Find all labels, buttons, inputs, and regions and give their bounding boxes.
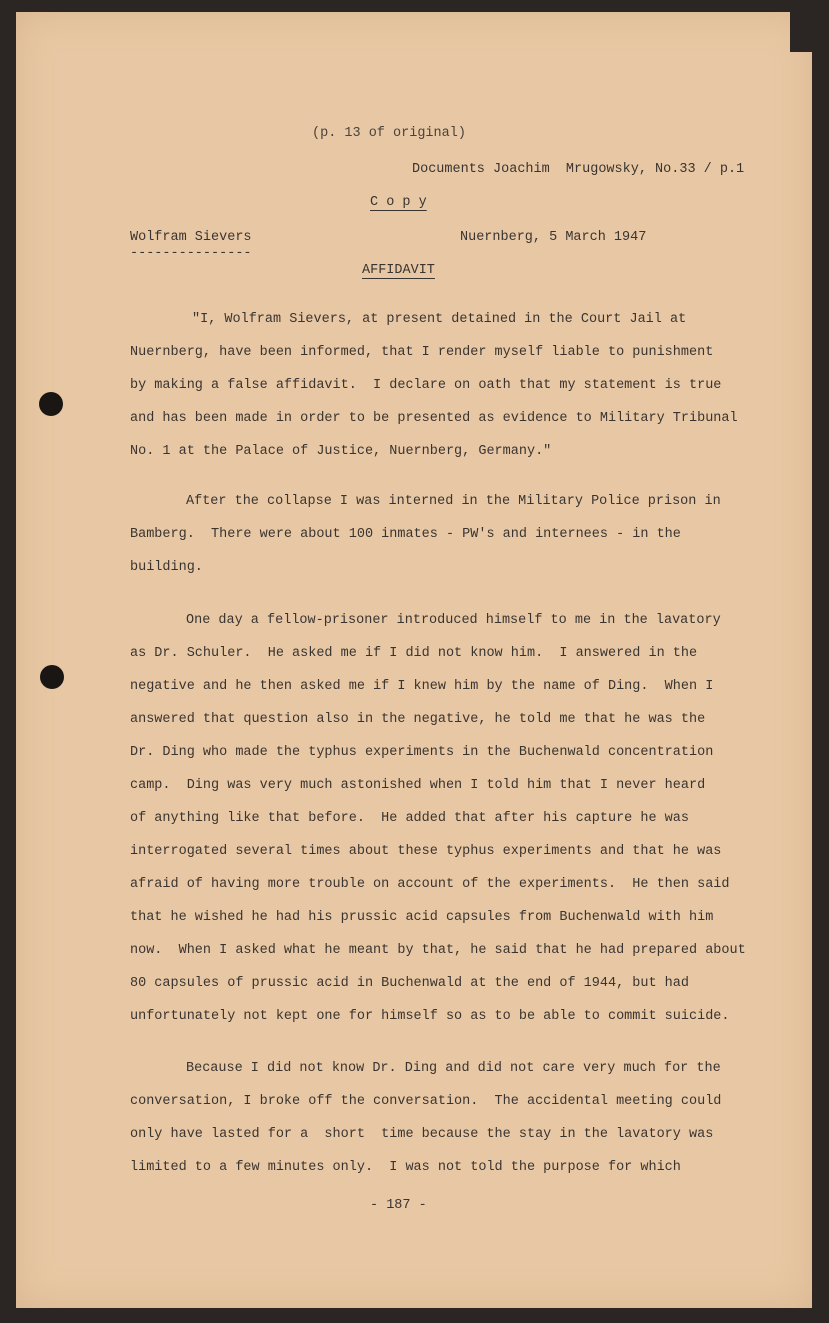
name-underline: --------------- xyxy=(130,246,252,261)
paragraph-line: conversation, I broke off the conversation. The accidental meeting could xyxy=(130,1094,722,1109)
paragraph-oath xyxy=(130,303,770,468)
paragraph-line: now. When I asked what he meant by that, he said that he had prepared about xyxy=(130,943,746,958)
paragraph-line: negative and he then asked me if I knew him by the name of Ding. When I xyxy=(130,679,714,694)
paragraph-line: as Dr. Schuler. He asked me if I did not know him. I answered in the xyxy=(130,646,698,661)
handwritten-page-note: (p. 13 of original) xyxy=(312,126,466,141)
affiant-name: Wolfram Sievers xyxy=(130,230,252,245)
paragraph-line: camp. Ding was very much astonished when I told him that I never heard xyxy=(130,778,706,793)
paragraph-line: Bamberg. There were about 100 inmates - PW's and internees - in the xyxy=(130,527,681,542)
paragraph-line: of anything like that before. He added that after his capture he was xyxy=(130,811,689,826)
paragraph-line: No. 1 at the Palace of Justice, Nuernberg, Germany." xyxy=(130,444,552,459)
paragraph-line: answered that question also in the negative, he told me that he was the xyxy=(130,712,706,727)
paragraph-encounter xyxy=(130,604,770,1033)
paragraph-line: One day a fellow-prisoner introduced himself to me in the lavatory xyxy=(186,613,721,628)
punch-hole-top xyxy=(39,392,63,416)
paragraph-line: interrogated several times about these typhus experiments and that he was xyxy=(130,844,722,859)
paragraph-line: and has been made in order to be presented as evidence to Military Tribunal xyxy=(130,411,738,426)
paragraph-internment xyxy=(130,485,770,584)
paragraph-line: Dr. Ding who made the typhus experiments in the Buchenwald concentration xyxy=(130,745,714,760)
paragraph-line: limited to a few minutes only. I was not told the purpose for which xyxy=(130,1160,681,1175)
paragraph-line: afraid of having more trouble on account of the experiments. He then said xyxy=(130,877,730,892)
paragraph-line: Nuernberg, have been informed, that I render myself liable to punishment xyxy=(130,345,714,360)
paragraph-line: 80 capsules of prussic acid in Buchenwald at the end of 1944, but had xyxy=(130,976,689,991)
paragraph-line: building. xyxy=(130,560,203,575)
page-number: - 187 - xyxy=(370,1198,427,1213)
copy-label: C o p y xyxy=(370,195,427,210)
place-date: Nuernberg, 5 March 1947 xyxy=(460,230,647,245)
paragraph-line: that he wished he had his prussic acid capsules from Buchenwald with him xyxy=(130,910,714,925)
paragraph-line: "I, Wolfram Sievers, at present detained in the Court Jail at xyxy=(192,312,687,327)
paragraph-line: by making a false affidavit. I declare on oath that my statement is true xyxy=(130,378,722,393)
document-reference: Documents Joachim Mrugowsky, No.33 / p.1 xyxy=(412,162,745,177)
paragraph-line: only have lasted for a short time because the stay in the lavatory was xyxy=(130,1127,714,1142)
document-title: AFFIDAVIT xyxy=(362,263,435,278)
punch-hole-bottom xyxy=(40,665,64,689)
page-corner-tab xyxy=(790,12,812,52)
paragraph-line: unfortunately not kept one for himself so as to be able to commit suicide. xyxy=(130,1009,730,1024)
paragraph-line: Because I did not know Dr. Ding and did not care very much for the xyxy=(186,1061,721,1076)
paragraph-line: After the collapse I was interned in the Military Police prison in xyxy=(186,494,721,509)
paragraph-conclusion xyxy=(130,1052,770,1184)
